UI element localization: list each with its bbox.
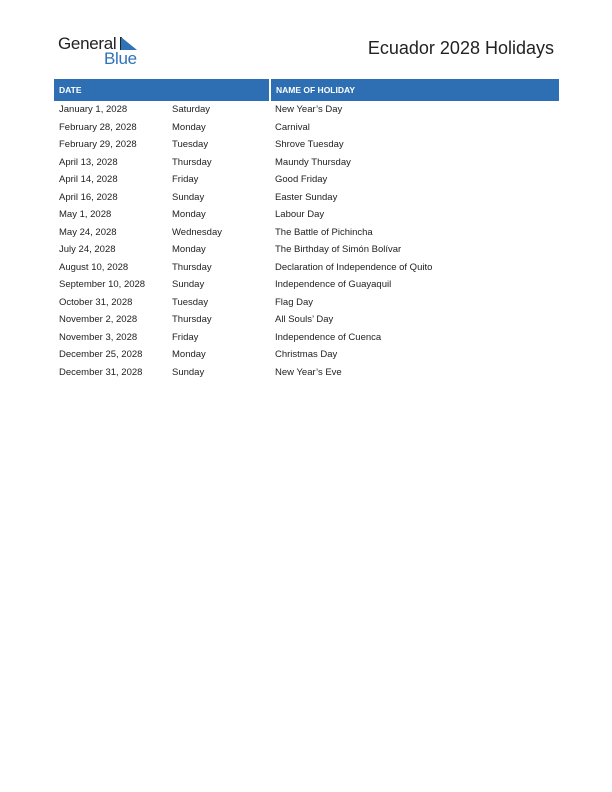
logo xyxy=(58,34,148,68)
holiday-date: December 31, 2028 xyxy=(59,366,143,378)
holiday-name: New Year’s Day xyxy=(275,104,343,116)
header-date: DATE xyxy=(54,79,270,101)
table-row xyxy=(54,206,559,224)
table-row xyxy=(54,346,559,364)
holiday-weekday: Friday xyxy=(172,174,199,186)
table-row xyxy=(54,154,559,172)
holiday-date: December 25, 2028 xyxy=(59,349,143,361)
holiday-weekday: Sunday xyxy=(172,191,205,203)
holiday-weekday: Monday xyxy=(172,121,206,133)
table-row xyxy=(54,119,559,137)
holiday-date: February 28, 2028 xyxy=(59,121,137,133)
holiday-name: Carnival xyxy=(275,121,310,133)
holiday-weekday: Monday xyxy=(172,349,206,361)
table-row xyxy=(54,311,559,329)
holiday-date: February 29, 2028 xyxy=(59,139,137,151)
holiday-name: Independence of Cuenca xyxy=(275,331,382,343)
holiday-date: May 1, 2028 xyxy=(59,209,112,221)
holiday-date: October 31, 2028 xyxy=(59,296,133,308)
table-row xyxy=(54,189,559,207)
holiday-weekday: Sunday xyxy=(172,279,205,291)
holiday-date: November 2, 2028 xyxy=(59,314,138,326)
page-title: Ecuador 2028 Holidays xyxy=(367,38,554,58)
holiday-name: The Birthday of Simón Bolívar xyxy=(275,244,402,256)
table-row xyxy=(54,136,559,154)
holiday-date: April 13, 2028 xyxy=(59,156,118,168)
holiday-date: July 24, 2028 xyxy=(59,244,116,256)
table-header-row xyxy=(54,79,559,101)
table-row xyxy=(54,294,559,312)
holidays-table xyxy=(54,79,559,381)
holiday-name: Independence of Guayaquil xyxy=(275,279,392,291)
table-row xyxy=(54,329,559,347)
table-row xyxy=(54,259,559,277)
holiday-name: Declaration of Independence of Quito xyxy=(275,261,433,273)
holiday-weekday: Tuesday xyxy=(172,139,209,151)
holiday-weekday: Thursday xyxy=(172,156,212,168)
holiday-name: All Souls’ Day xyxy=(275,314,334,326)
logo-text-general: General xyxy=(58,34,117,53)
holiday-date: April 14, 2028 xyxy=(59,174,118,186)
holiday-weekday: Thursday xyxy=(172,261,212,273)
holiday-name: Christmas Day xyxy=(275,349,338,361)
table-row xyxy=(54,276,559,294)
table-row xyxy=(54,171,559,189)
table-row xyxy=(54,224,559,242)
holiday-name: Easter Sunday xyxy=(275,191,338,203)
holiday-date: May 24, 2028 xyxy=(59,226,117,238)
holiday-weekday: Tuesday xyxy=(172,296,209,308)
logo-text-blue: Blue xyxy=(104,49,137,68)
table-row xyxy=(54,241,559,259)
holiday-name: New Year’s Eve xyxy=(275,366,342,378)
holiday-date: April 16, 2028 xyxy=(59,191,118,203)
header-holiday-name: NAME OF HOLIDAY xyxy=(270,79,559,101)
holiday-weekday: Saturday xyxy=(172,104,211,116)
holiday-name: Good Friday xyxy=(275,174,328,186)
table-row xyxy=(54,364,559,382)
holiday-name: Maundy Thursday xyxy=(275,156,351,168)
holiday-weekday: Wednesday xyxy=(172,226,222,238)
holiday-name: The Battle of Pichincha xyxy=(275,226,373,238)
holiday-date: November 3, 2028 xyxy=(59,331,138,343)
holiday-name: Flag Day xyxy=(275,296,314,308)
holiday-name: Shrove Tuesday xyxy=(275,139,344,151)
table-row xyxy=(54,101,559,119)
holiday-weekday: Monday xyxy=(172,244,206,256)
holiday-weekday: Thursday xyxy=(172,314,212,326)
holiday-name: Labour Day xyxy=(275,209,325,221)
holiday-date: August 10, 2028 xyxy=(59,261,129,273)
holiday-weekday: Friday xyxy=(172,331,199,343)
holiday-weekday: Monday xyxy=(172,209,206,221)
holiday-date: January 1, 2028 xyxy=(59,104,128,116)
holiday-weekday: Sunday xyxy=(172,366,205,378)
holiday-date: September 10, 2028 xyxy=(59,279,146,291)
